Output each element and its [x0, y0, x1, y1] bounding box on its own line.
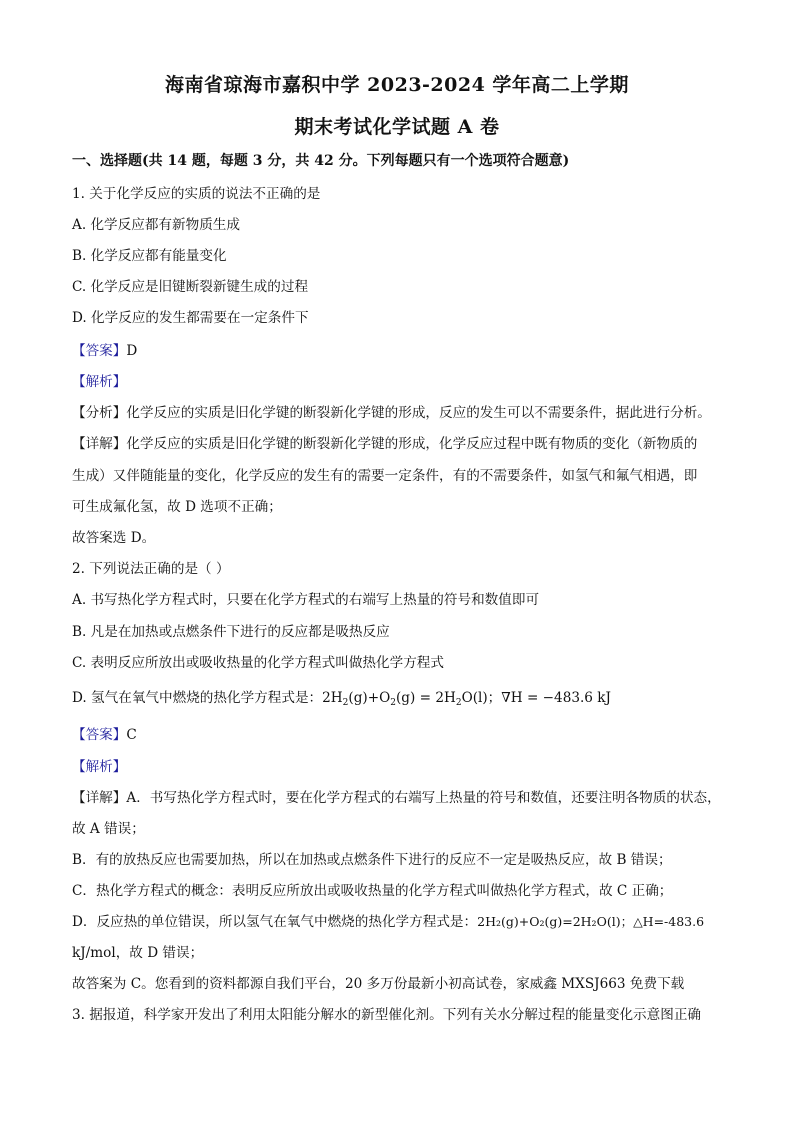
q2-analysis-tag — [72, 755, 126, 775]
section-heading: 一、选择题(共 14 题，每题 3 分，共 42 分。下列每题只有一个选项符合题意) — [72, 153, 570, 169]
answer-value: C — [126, 727, 137, 743]
q1-stem: 1. 关于化学反应的实质的说法不正确的是 — [72, 186, 321, 202]
answer-value: D — [126, 343, 138, 359]
q1-option-d: D. 化学反应的发生都需要在一定条件下 — [72, 310, 309, 326]
q1-detail-line1 — [72, 432, 697, 452]
detail-tag: 【详解】 — [72, 436, 127, 452]
detail-tag: 【详解】 — [72, 790, 127, 806]
q3-stem: 3. 据报道，科学家开发出了利用太阳能分解水的新型催化剂。下列有关水分解过程的能量变化示意图正确 — [72, 1007, 702, 1023]
q1-option-a: A. 化学反应都有新物质生成 — [72, 217, 240, 233]
q2-option-d-prefix: D. 氢气在氧气中燃烧的热化学方程式是： — [72, 690, 323, 706]
q1-answer — [72, 339, 137, 359]
q2-option-d — [72, 686, 611, 708]
fenxi-text: 化学反应的实质是旧化学键的断裂新化学键的形成，反应的发生可以不需要条件，据此进行分析。 — [126, 405, 711, 421]
q1-analysis-tag — [72, 370, 126, 390]
q1-detail-line3: 可生成氟化氢，故 D 选项不正确； — [72, 499, 282, 515]
page-title-line1: 海南省琼海市嘉积中学 2023-2024 学年高二上学期 — [165, 74, 629, 96]
q2-detail-d-prefix: D．反应热的单位错误，所以氢气在氧气中燃烧的热化学方程式是： — [72, 914, 478, 930]
q2-option-a: A. 书写热化学方程式时，只要在化学方程式的右端写上热量的符号和数值即可 — [72, 592, 540, 608]
q2-conclusion: 故答案为 C。您看到的资料都源自我们平台，20 多万份最新小初高试卷，家威鑫 MXSJ663 免费下载 — [72, 976, 685, 992]
q2-stem: 2. 下列说法正确的是（ ） — [72, 561, 230, 577]
q2-detail-line3: B．有的放热反应也需要加热，所以在加热或点燃条件下进行的反应不一定是吸热反应，故 B 错误； — [72, 852, 672, 868]
page-title-line2: 期末考试化学试题 A 卷 — [294, 116, 500, 138]
analysis-tag: 【解析】 — [72, 759, 127, 775]
q2-detail-line4: C．热化学方程式的概念：表明反应所放出或吸收热量的化学方程式叫做热化学方程式，故 C 正确； — [72, 883, 673, 899]
q2-option-d-formula: $2H_2(g)+O_2(g) = 2H_2O(l)$；∇H = −483.6 kJ — [322, 690, 611, 708]
detail-text: 化学反应的实质是旧化学键的断裂新化学键的形成，化学反应过程中既有物质的变化（新物质的 — [126, 436, 698, 452]
q1-detail-line2: 生成）又伴随能量的变化，化学反应的发生有的需要一定条件，有的不需要条件，如氢气和氟气相遇，即 — [72, 468, 698, 484]
answer-tag: 【答案】 — [72, 727, 127, 743]
q2-detail-line2: 故 A 错误； — [72, 821, 145, 837]
q2-option-c: C. 表明反应所放出或吸收热量的化学方程式叫做热化学方程式 — [72, 655, 444, 671]
q2-option-b: B. 凡是在加热或点燃条件下进行的反应都是吸热反应 — [72, 624, 390, 640]
q2-detail-line6: kJ/mol，故 D 错误； — [72, 945, 204, 961]
q2-detail-line1 — [72, 786, 721, 806]
q1-option-c: C. 化学反应是旧键断裂新键生成的过程 — [72, 279, 309, 295]
q2-answer — [72, 723, 137, 743]
q2-detail-line5 — [72, 910, 704, 930]
answer-tag: 【答案】 — [72, 343, 127, 359]
q1-option-b: B. 化学反应都有能量变化 — [72, 248, 227, 264]
q1-fenxi — [72, 401, 711, 421]
analysis-tag: 【解析】 — [72, 374, 127, 390]
q2-detail-d-formula: 2H₂(g)+O₂(g)=2H₂O(l)；△H=-483.6 — [477, 914, 705, 929]
q1-conclusion: 故答案选 D。 — [72, 530, 156, 546]
fenxi-tag: 【分析】 — [72, 405, 127, 421]
detail-text: A．书写热化学方程式时，要在化学方程式的右端写上热量的符号和数值，还要注明各物质的状态， — [126, 790, 721, 806]
